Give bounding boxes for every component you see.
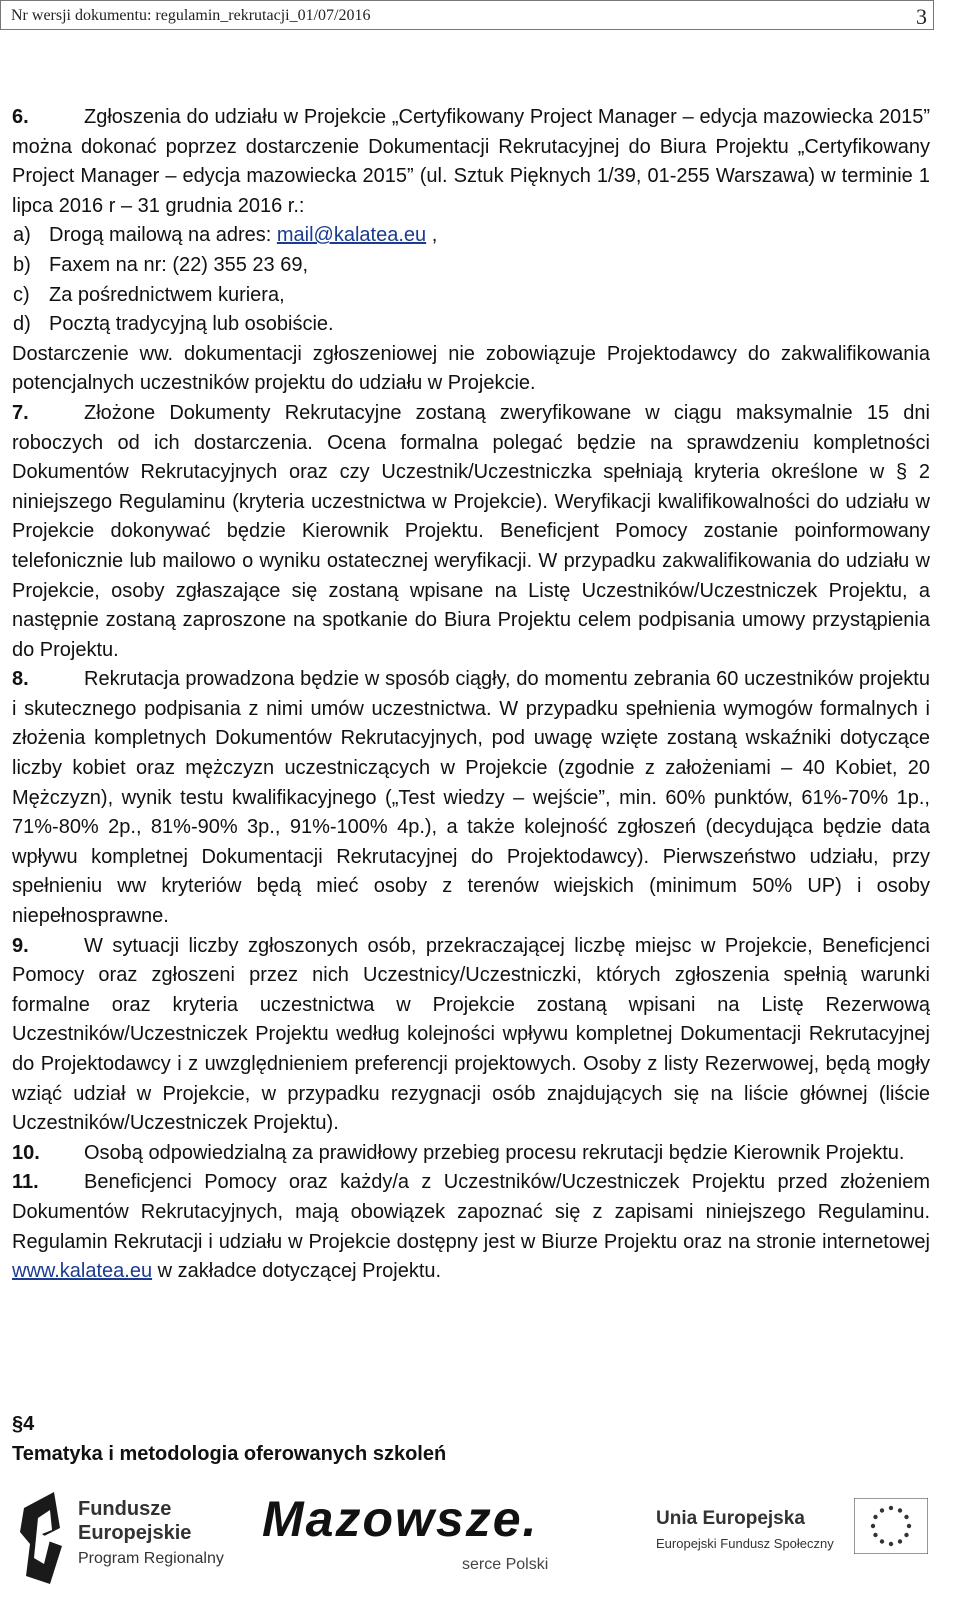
fe-line2: Europejskie: [78, 1522, 192, 1544]
unia-europejska-logo: [656, 1498, 946, 1568]
fe-line3: Program Regionalny: [78, 1550, 224, 1567]
page-number: 3: [916, 4, 927, 29]
mazowsze-tagline: serce Polski: [462, 1556, 549, 1573]
paragraph-text: W sytuacji liczby zgłoszonych osób, przekraczającej liczbę miejsc w Projekcie, Beneficjenci Pomocy oraz zgłoszeni przez nich Uczestnicy/Uczestniczki, których zgłoszenia spełnią warunki formalne oraz kryteria uczestnictwa w Projekcie zostaną wpisani na Listę Rezerwową Uczestników/Uczestniczek Projektu według kolejności wpływu kompletnej Dokumentacji Rekrutacyjnej do Projektodawcy i z uwzględnieniem preferencji projektowych. Osoby z listy Rezerwowej, będą mogły wziąć udział w Projekcie, w przypadku rezygnacji osób znajdujących się na liście głównej (liście Uczestników/Uczestniczek Projektu).: [12, 934, 930, 1135]
list-item: [12, 310, 930, 340]
paragraph-6-tail: Dostarczenie ww. dokumentacji zgłoszeniowej nie zobowiązuje Projektodawcy do zakwalifikowania potencjalnych uczestników projektu do udziału w Projekcie.: [12, 342, 930, 395]
paragraph-number: 8.: [12, 668, 29, 691]
list-item-label: d): [13, 313, 31, 336]
mazowsze-wordmark: Mazowsze.: [262, 1491, 539, 1547]
fundusze-europejskie-logo: [20, 1488, 250, 1588]
list-item-text: Pocztą tradycyjną lub osobiście.: [49, 313, 334, 336]
paragraph-text: Beneficjenci Pomocy oraz każdy/a z Uczestników/Uczestniczek Projektu przed złożeniem Dokumentów Rekrutacyjnych, mają obowiązek zapoznać się z zapisami niniejszego Regulaminu. Regulamin Rekrutacji i udziału w Projekcie dostępny jest w Biurze Projektu oraz na stronie internetowej: [12, 1171, 930, 1253]
document-version: Nr wersji dokumentu: regulamin_rekrutacji_01/07/2016: [11, 7, 371, 24]
paragraph-9: [12, 932, 930, 1139]
paragraph-6: [12, 103, 930, 221]
paragraph-text: Zgłoszenia do udziału w Projekcie „Certyfikowany Project Manager – edycja mazowiecka 2015” można dokonać poprzez dostarczenie Dokumentacji Rekrutacyjnej do Biura Projektu „Certyfikowany Project Manager – edycja mazowiecka 2015” (ul. Sztuk Pięknych 1/39, 01-255 Warszawa) w terminie 1 lipca 2016 r – 31 grudnia 2016 r.:: [12, 106, 930, 217]
list-item: [12, 281, 930, 311]
list-item-text: Za pośrednictwem kuriera,: [49, 283, 285, 306]
paragraph-number: 9.: [12, 934, 29, 957]
list-item-text: Faxem na nr: (22) 355 23 69,: [49, 253, 309, 276]
email-link[interactable]: mail@kalatea.eu: [276, 224, 427, 247]
section-heading: [12, 1410, 446, 1469]
section-title: Tematyka i metodologia oferowanych szkoleń: [12, 1442, 447, 1465]
mazowsze-logo: [262, 1486, 582, 1586]
section-number: §4: [12, 1413, 35, 1435]
list-item-label: c): [13, 283, 30, 306]
fe-star-icon: [20, 1488, 68, 1588]
ue-line1: Unia Europejska: [656, 1508, 805, 1529]
list-item-label: a): [13, 224, 31, 247]
paragraph-10: [12, 1139, 930, 1169]
eu-flag-icon: [854, 1498, 928, 1554]
submission-methods-list: [12, 221, 930, 339]
list-item: [12, 221, 930, 251]
footer-logos: [0, 1478, 960, 1619]
paragraph-text: Rekrutacja prowadzona będzie w sposób ciągły, do momentu zebrania 60 uczestników projektu i skutecznego podpisania z nimi umów uczestnictwa. W przypadku spełnienia wymogów formalnych i złożenia kompletnych Dokumentów Rekrutacyjnych, pod uwagę wzięte zostaną wskaźniki dotyczące liczby kobiet oraz mężczyzn uczestniczących w Projekcie (zgodnie z założeniami – 40 Kobiet, 20 Mężczyzn), wynik testu kwalifikacyjnego („Test wiedzy – wejście”, min. 60% punktów, 61%-70% 1p., 71%-80% 2p., 81%-90% 3p., 91%-100% 4p.), a także kolejność zgłoszeń (decydująca będzie data wpływu kompletnej Dokumentacji Rekrutacyjnej do Projektodawcy). Pierwszeństwo udziału, przy spełnieniu ww kryteriów będą mieć osoby z terenów wiejskich (minimum 50% UP) i osoby niepełnosprawne.: [12, 668, 930, 928]
paragraph-text-suffix: w zakładce dotyczącej Projektu.: [152, 1260, 442, 1283]
paragraph-number: 10.: [12, 1141, 40, 1164]
ue-line2: Europejski Fundusz Społeczny: [656, 1536, 834, 1551]
paragraph-number: 11.: [12, 1171, 39, 1194]
list-item-label: b): [13, 253, 31, 276]
document-header: [0, 0, 934, 30]
paragraph-number: 6.: [12, 106, 29, 128]
list-item: [12, 251, 930, 281]
paragraph-7: [12, 399, 930, 665]
paragraph-8: [12, 665, 930, 931]
paragraph-text: Osobą odpowiedzialną za prawidłowy przebieg procesu rekrutacji będzie Kierownik Projektu.: [84, 1141, 905, 1164]
paragraph-number: 7.: [12, 401, 29, 424]
list-item-text: Drogą mailową na adres:: [49, 224, 277, 247]
paragraph-11: [12, 1168, 930, 1286]
document-body: [12, 103, 930, 1287]
fe-line1: Fundusze: [78, 1498, 172, 1520]
paragraph-text: Złożone Dokumenty Rekrutacyjne zostaną zweryfikowane w ciągu maksymalnie 15 dni roboczych od ich dostarczenia. Ocena formalna polegać będzie na sprawdzeniu kompletności Dokumentów Rekrutacyjnych oraz czy Uczestnik/Uczestniczka spełniają kryteria określone w § 2 niniejszego Regulaminu (kryteria uczestnictwa w Projekcie). Weryfikacji kwalifikowalności do udziału w Projekcie dokonywać będzie Kierownik Projektu. Beneficjent Pomocy zostanie poinformowany telefonicznie lub mailowo o wyniku ostatecznej weryfikacji. W przypadku zakwalifikowania do udziału w Projekcie, osoby zgłaszające się zostaną wpisane na Listę Uczestników/Uczestniczek Projektu, a następnie zostaną zaproszone na spotkanie do Biura Projektu celem podpisania umowy przystąpienia do Projektu.: [12, 401, 930, 661]
list-item-suffix: ,: [426, 224, 438, 247]
website-link[interactable]: www.kalatea.eu: [12, 1260, 153, 1283]
